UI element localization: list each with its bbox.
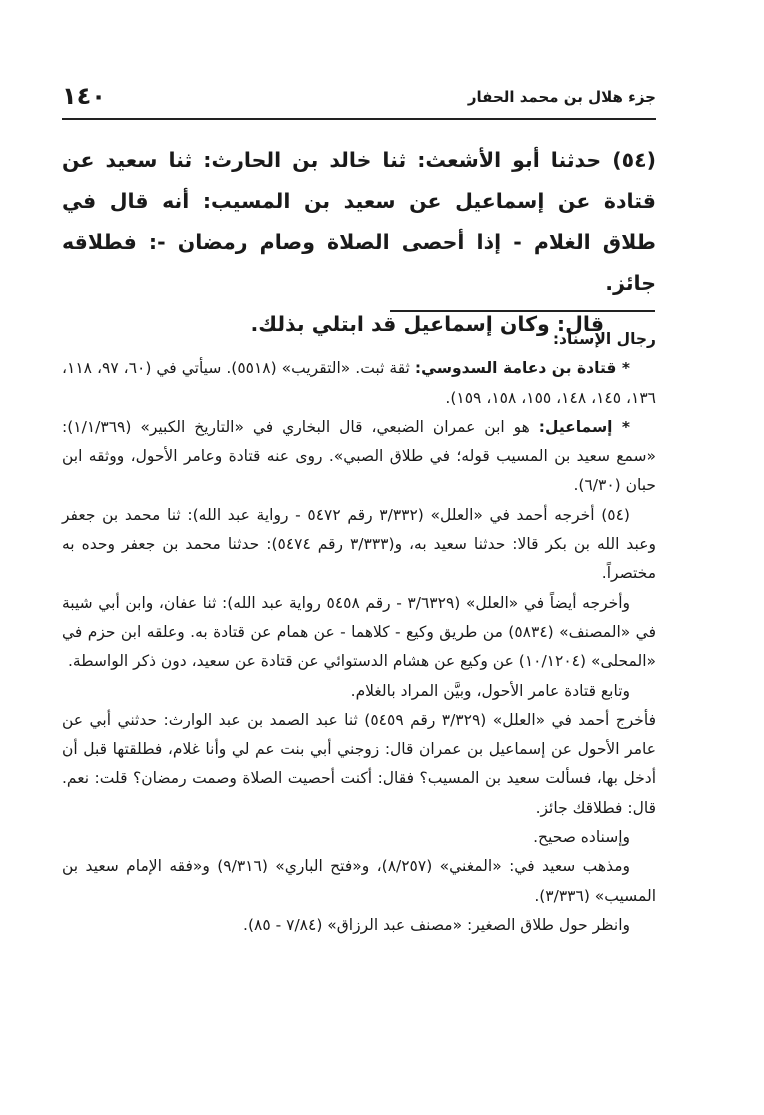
page-number: ١٤٠ [62,82,106,110]
narrator-name: * قتادة بن دعامة السدوسي: [414,359,630,378]
isnad-grade: وإسناده صحيح. [533,828,630,847]
mutaba-paragraph: وتابع قتادة عامر الأحول، وبيَّن المراد بالغلام. [350,681,630,700]
hadith-text-block [62,140,656,345]
narrator-description: ثقة ثبت. «التقريب» (٥٥١٨). سيأتي في (٦٠، ٩٧، ١١٨، ١٣٦، ١٤٥، ١٤٨، ١٥٥، ١٥٨، ١٥٩). [62,359,656,407]
hadith-text: (٥٤) حدثنا أبو الأشعث: ثنا خالد بن الحارث: ثنا سعيد عن قتادة عن إسماعيل عن سعيد بن المسيب: أنه قال في طلاق الغلام - إذا أحصى الصلاة وصام رمضان -: فطلاقه جائز. [62,148,656,295]
running-title: جزء هلال بن محمد الحفار [467,88,656,106]
narrator-qatada [62,354,656,413]
section-heading: رجال الإسناد: [552,330,656,348]
reference-paragraph: وانظر حول طلاق الصغير: «مصنف عبد الرزاق» (٧/٨٤ - ٨٥). [243,915,630,934]
narrator-name: * إسماعيل: [538,417,631,436]
takhrij-paragraph: وأخرجه أيضاً في «العلل» (٣/٦٣٢٩ - رقم ٥٤٥٨ رواية عبد الله): ثنا عفان، وابن أبي شيبة في «المصنف» (٥٨٣٤) من طريق وكيع - كلاهما - عن همام عن قتادة به. وعلقه ابن حزم في «المحلى» (١٠/١٢٠٤) عن وكيع عن هشام الدستوائي عن قتادة عن سعيد، دون ذكر الواسطة. [62,593,656,671]
takhrij-paragraph: (٥٤) أخرجه أحمد في «العلل» (٣/٣٣٢ رقم ٥٤٧٢ - رواية عبد الله): ثنا محمد بن جعفر وعبد الله بن بكر قالا: حدثنا سعيد به، و(٣/٣٣٣ رقم ٥٤٧٤): حدثنا محمد بن جعفر وحده به مختصراً. [62,505,656,583]
footnotes-block [62,325,656,940]
ahmad-narration: فأخرج أحمد في «العلل» (٣/٣٢٩ رقم ٥٤٥٩) ثنا عبد الصمد بن عبد الوارث: حدثني أبي عن عامر الأحول عن إسماعيل بن عمران قال: زوجني أبي بنت عم لي وأنا غلام، فطلقتها قبل أن أدخل بها، فسألت سعيد بن المسيب؟ فقال: أكنت أحصيت الصلاة وصمت رمضان؟ قلت: نعم. قال: فطلاقك جائز. [62,710,656,817]
page-header [62,82,656,120]
narrator-ismail [62,413,656,501]
narrator-description: هو ابن عمران الضبعي، قال البخاري في «التاريخ الكبير» (١/١/٣٦٩): «سمع سعيد بن المسيب قوله؛ في طلاق الصبي». روى عنه قتادة وعامر الأحول، ووثقه ابن حبان (٦/٣٠). [62,417,656,495]
footnote-separator [390,310,655,312]
madhhab-paragraph: ومذهب سعيد في: «المغني» (٨/٢٥٧)، و«فتح الباري» (٩/٣١٦) و«فقه الإمام سعيد بن المسيب» (٣/٣٣٦). [62,857,656,905]
hadith-narrator-note: قال: وكان إسماعيل قد ابتلي بذلك. [250,312,604,336]
